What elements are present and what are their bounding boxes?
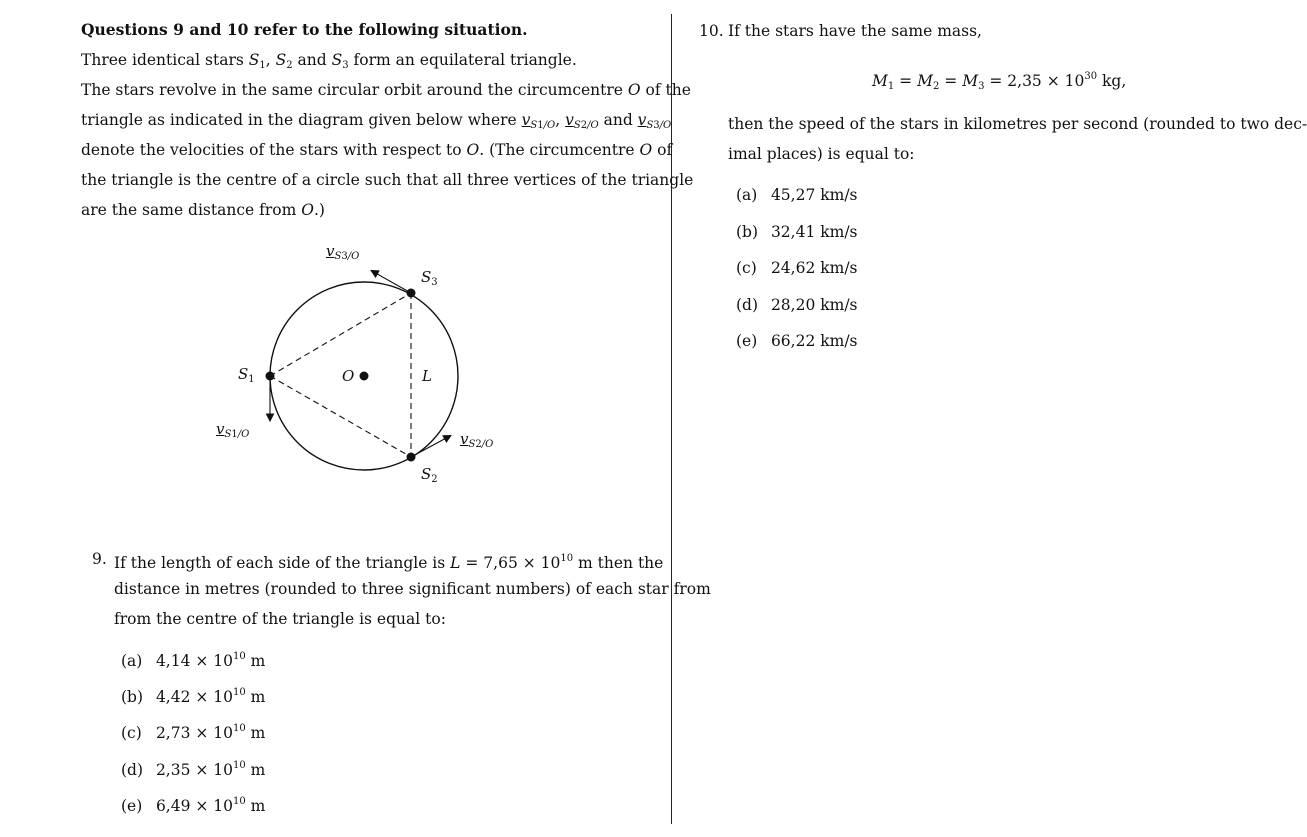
q9-option-d[interactable]: (d) $2,35 \times 10^{10}$ m <box>121 760 266 779</box>
q10-line-2: then the speed of the stars in kilometres per second (rounded to two dec- <box>728 115 1307 133</box>
label-l: L <box>422 367 432 385</box>
label-o: O <box>342 367 355 385</box>
q9-option-a[interactable]: (a) $4,14 \times 10^{10}$ m <box>121 651 266 670</box>
paragraph-line-5: are the same distance from O.) <box>81 201 325 219</box>
label-velocity-s1: $v_{S1/O}$ <box>216 420 250 440</box>
q10-option-a[interactable]: (a) 45,27 km/s <box>736 186 858 204</box>
label-s3: $S_3$ <box>421 268 438 288</box>
q10-option-b[interactable]: (b) 32,41 km/s <box>736 223 858 241</box>
paragraph-line-4: the triangle is the centre of a circle such that all three vertices of the triangle <box>81 171 694 189</box>
paragraph-line-3: denote the velocities of the stars with respect to O. (The circumcentre O of <box>81 141 673 159</box>
q9-line-3: from the centre of the triangle is equal to: <box>114 610 446 628</box>
paragraph-line-2: triangle as indicated in the diagram given below where $v_{S1/O}$, $v_{S2/O}$ and $v_{S3/O}$ <box>81 111 672 131</box>
q9-option-c[interactable]: (c) $2,73 \times 10^{10}$ m <box>121 723 266 742</box>
q10-number: 10. <box>699 22 724 40</box>
intro-line: Three identical stars $S_1$, $S_2$ and $S_3$ form an equilateral triangle. <box>81 51 577 71</box>
label-velocity-s2: $v_{S2/O}$ <box>460 430 494 450</box>
centre-o-dot <box>360 372 369 381</box>
orbit-diagram <box>200 230 530 500</box>
triangle-side-s1-s2 <box>270 376 411 457</box>
velocity-arrow-s2 <box>411 436 450 457</box>
q10-option-e[interactable]: (e) 66,22 km/s <box>736 332 858 350</box>
label-s2: $S_2$ <box>421 465 438 485</box>
q10-option-c[interactable]: (c) 24,62 km/s <box>736 259 858 277</box>
section-heading: Questions 9 and 10 refer to the following situation. <box>81 20 528 39</box>
q9-option-e[interactable]: (e) $6,49 \times 10^{10}$ m <box>121 796 266 815</box>
q10-equation: $M_1 = M_2 = M_3 = 2,35 \times 10^{30}$ kg, <box>872 71 1127 92</box>
label-s1: $S_1$ <box>238 365 255 385</box>
q9-option-b[interactable]: (b) $4,42 \times 10^{10}$ m <box>121 687 266 706</box>
triangle-side-s1-s3 <box>270 293 411 376</box>
q9-line-1: If the length of each side of the triangle is $L = 7,65 \times 10^{10}$ m then the <box>114 553 664 572</box>
q10-line-3: imal places) is equal to: <box>728 145 915 163</box>
paragraph-line-1: The stars revolve in the same circular orbit around the circumcentre O of the <box>81 81 691 99</box>
velocity-arrow-s3 <box>372 271 411 293</box>
q10-option-d[interactable]: (d) 28,20 km/s <box>736 296 858 314</box>
q9-number: 9. <box>92 550 107 568</box>
label-velocity-s3: $v_{S3/O}$ <box>326 242 360 262</box>
q10-line-1: If the stars have the same mass, <box>728 22 982 40</box>
q9-line-2: distance in metres (rounded to three significant numbers) of each star from <box>114 580 711 598</box>
